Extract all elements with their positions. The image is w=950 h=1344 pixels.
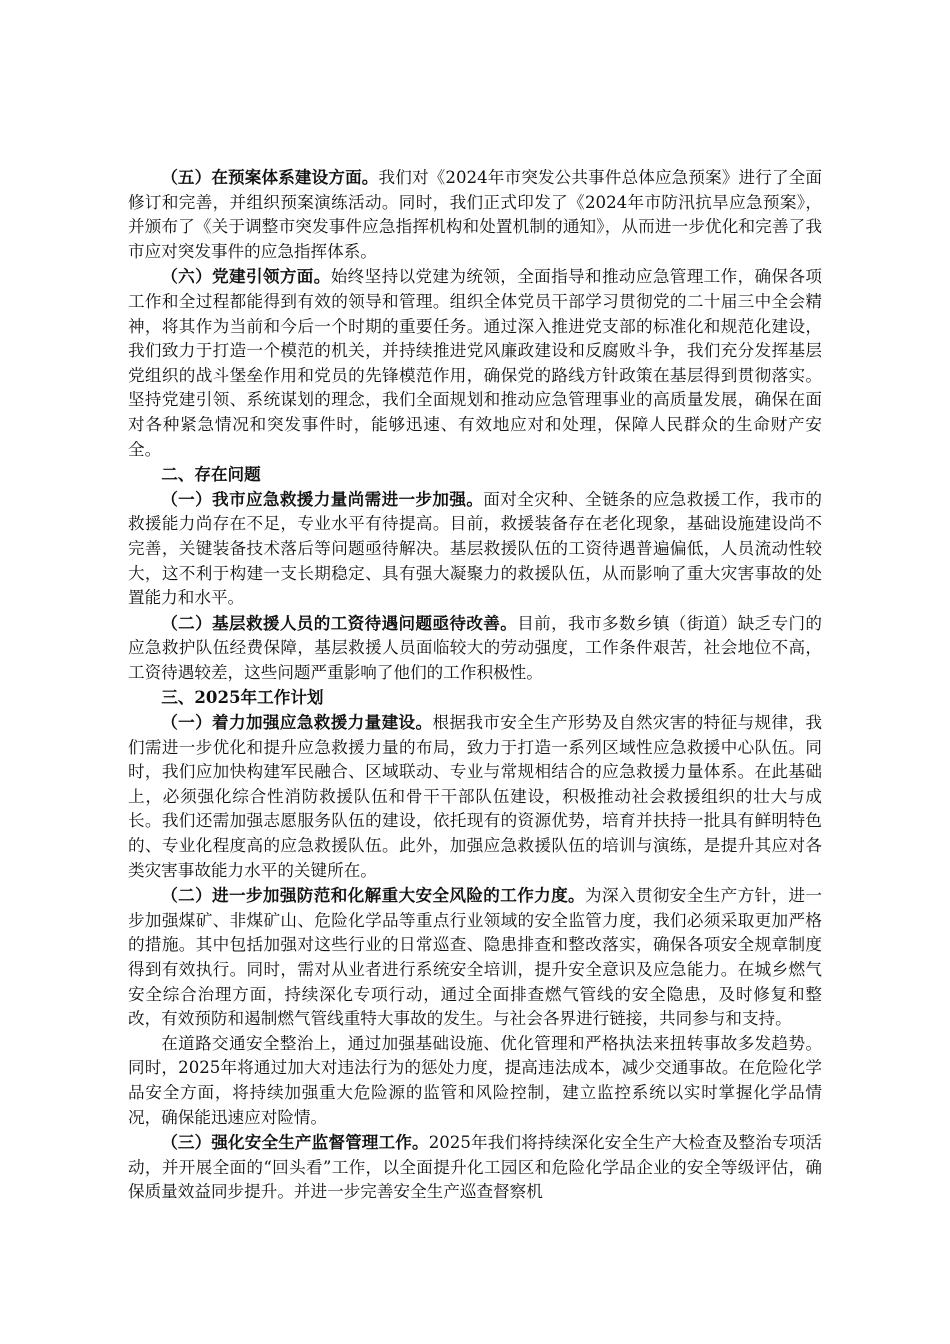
paragraph-text: 我们对《2024年市突发公共事件总体应急预案》进行了全面修订和完善，并组织预案演练活动。同时，我们正式印发了《2024年市防汛抗旱应急预案》，并颁布了《关于调整市突发事件应急指挥机构和处置机制的通知》，从而进一步优化和完善了我市应对突发事件的应急指挥体系。 bbox=[128, 168, 822, 261]
paragraph-lead: （二）基层救援人员的工资待遇问题亟待改善。 bbox=[161, 612, 518, 633]
section-heading-problems: 二、存在问题 bbox=[161, 464, 261, 485]
paragraph-road-traffic bbox=[128, 1032, 822, 1130]
paragraph-text: 2025年我们将持续深化安全生产大检查及整治专项活动，并开展全面的“回头看”工作，以全面提升化工园区和危险化学品企业的安全等级评估，确保质量效益同步提升。并进一步完善安全生产巡查督察机 bbox=[128, 1133, 823, 1202]
paragraph-rescue-capacity bbox=[128, 487, 822, 611]
paragraph-lead: （一）我市应急救援力量尚需进一步加强。 bbox=[161, 488, 484, 509]
document-body bbox=[128, 165, 822, 1205]
paragraph-text: 面对全灾种、全链条的应急救援工作，我市的救援能力尚存在不足，专业水平有待提高。目前，救援装备存在老化现象，基础设施建设尚不完善，关键装备技术落后等问题亟待解决。基层救援队伍的工资待遇普遍偏低，人员流动性较大，这不利于构建一支长期稳定、具有强大凝聚力的救援队伍，从而影响了重大灾害事故的处置能力和水平。 bbox=[128, 489, 822, 608]
paragraph-lead: （五）在预案体系建设方面。 bbox=[161, 167, 379, 187]
paragraph-supervision bbox=[128, 1130, 822, 1205]
paragraph-text: 目前，我市多数乡镇（街道）缺乏专门的应急救护队伍经费保障，基层救援人员面临较大的劳动强度，工作条件艰苦，社会地位不高，工资待遇较差，这些问题严重影响了他们的工作积极性。 bbox=[128, 613, 822, 682]
paragraph-text: 为深入贯彻安全生产方针，进一步加强煤矿、非煤矿山、危险化学品等重点行业领域的安全监管力度，我们必须采取更加严格的措施。其中包括加强对这些行业的日常巡查、隐患排查和整改落实，确保各项安全规章制度得到有效执行。同时，需对从业者进行系统安全培训，提升安全意识及应急能力。在城乡燃气安全综合治理方面，持续深化专项行动，通过全面排查燃气管线的安全隐患，及时修复和整改，有效预防和遏制燃气管线重特大事故的发生。与社会各界进行链接，共同参与和支持。 bbox=[128, 886, 822, 1029]
paragraph-party-building bbox=[128, 264, 822, 462]
section-heading-work-plan: 三、2025年工作计划 bbox=[161, 687, 324, 708]
paragraph-lead: （三）强化安全生产监督管理工作。 bbox=[161, 1132, 429, 1153]
paragraph-wage-issue bbox=[128, 611, 822, 686]
paragraph-rescue-force bbox=[128, 710, 822, 883]
paragraph-text: 根据我市安全生产形势及自然灾害的特征与规律，我们需进一步优化和提升应急救援力量的布局，致力于打造一系列区域性应急救援中心队伍。同时，我们应加快构建军民融合、区域联动、专业与常规相结合的应急救援力量体系。在此基础上，必须强化综合性消防救援队伍和骨干干部队伍建设，积极推动社会救援组织的壮大与成长。我们还需加强志愿服务队伍的建设，依托现有的资源优势，培育并扶持一批具有鲜明特色的、专业化程度高的应急救援队伍。此外，加强应急救援队伍的培训与演练，是提升其应对各类灾害事故能力水平的关键所在。 bbox=[128, 713, 822, 880]
paragraph-lead: （六）党建引领方面。 bbox=[161, 266, 331, 287]
paragraph-lead: （一）着力加强应急救援力量建设。 bbox=[161, 712, 433, 733]
paragraph-contingency-plan bbox=[128, 165, 822, 264]
paragraph-lead: （二）进一步加强防范和化解重大安全风险的工作力度。 bbox=[161, 885, 586, 906]
paragraph-text: 始终坚持以党建为统领，全面指导和推动应急管理工作，确保各项工作和全过程都能得到有效的领导和管理。组织全体党员干部学习贯彻党的二十届三中全会精神，将其作为当前和今后一个时期的重要任务。通过深入推进党支部的标准化和规范化建设，我们致力于打造一个模范的机关，并持续推进党风廉政建设和反腐败斗争，我们充分发挥基层党组织的战斗堡垒作用和党员的先锋模范作用，确保党的路线方针政策在基层得到贯彻落实。坚持党建引领、系统谋划的理念，我们全面规划和推动应急管理事业的高质量发展，确保在面对各种紧急情况和突发事件时，能够迅速、有效地应对和处理，保障人民群众的生命财产安全。 bbox=[128, 267, 822, 459]
paragraph-risk-prevention bbox=[128, 883, 822, 1032]
paragraph-text: 在道路交通安全整治上，通过加强基础设施、优化管理和严格执法来扭转事故多发趋势。同时，2025年将通过加大对违法行为的惩处力度，提高违法成本，减少交通事故。在危险化学品安全方面，将持续加强重大危险源的监管和风险控制，建立监控系统以实时掌握化学品情况，确保能迅速应对险情。 bbox=[128, 1033, 822, 1127]
